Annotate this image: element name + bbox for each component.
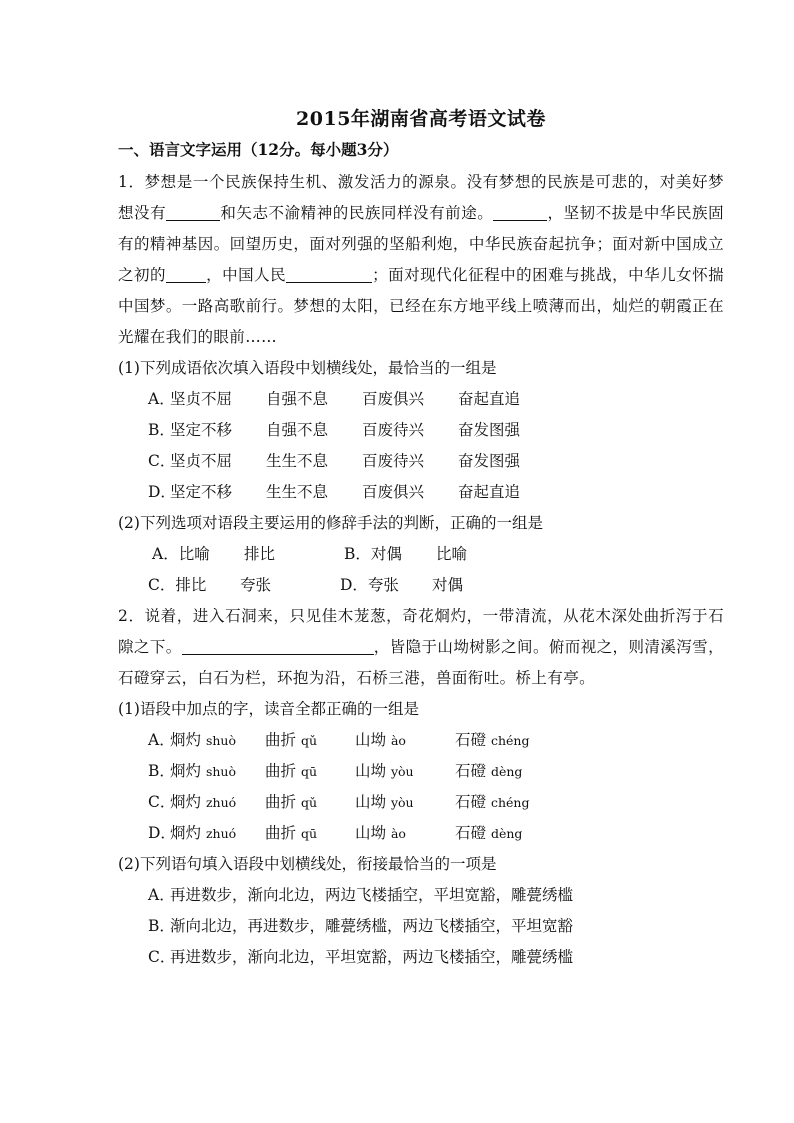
fill-blank-5 <box>182 636 374 655</box>
pinyin: chéng <box>490 733 530 748</box>
q1-sub2-stem: (2)下列选项对语段主要运用的修辞手法的判断，正确的一组是 <box>118 514 543 532</box>
pinyin: dèng <box>490 764 523 779</box>
q2-text-1: 2．说着，进入石洞来，只见佳木茏葱，奇花烱灼，一带清流，从花木深处曲折泻于石隙之下。 <box>118 607 724 656</box>
word: 曲折 <box>265 762 297 780</box>
pinyin: qǔ <box>300 795 318 810</box>
option-label: D． <box>148 824 176 842</box>
option-item: 对偶 <box>432 576 464 594</box>
option-label: C． <box>148 948 176 966</box>
word: 山坳 <box>355 731 387 749</box>
pinyin: shuò <box>205 764 236 779</box>
option-label: B． <box>148 917 175 935</box>
q1-sub2-row-2 <box>118 570 724 601</box>
option-label: D． <box>148 483 176 501</box>
fill-blank-3 <box>166 264 206 283</box>
pinyin: qū <box>300 764 318 779</box>
option-text: 再进数步，渐向北边，平坦宽豁，两边飞楼插空，雕甍绣槛 <box>170 948 574 966</box>
option-label: B． <box>148 421 175 439</box>
option-item: 生生不息 <box>266 483 329 501</box>
option-item: 自强不息 <box>266 421 329 439</box>
q2-sub2-stem: (2)下列语句填入语段中划横线处，衔接最恰当的一项是 <box>118 855 497 873</box>
word: 山坳 <box>355 793 387 811</box>
q1-text-5: ；面对现代化征程中的困难与挑战，中华儿女怀揣中国梦。一路高歌前行。梦想的太阳，已经在东方地平线上喷薄而出，灿烂的朝霞正在光耀在我们的眼前…… <box>118 266 724 346</box>
word: 烱灼 <box>170 793 202 811</box>
word: 石磴 <box>455 762 487 780</box>
q1-sub1-option-a <box>118 384 724 415</box>
pinyin: shuò <box>205 733 236 748</box>
fill-blank-1 <box>166 202 220 221</box>
page-title: 2015年湖南省高考语文试卷 <box>296 108 546 130</box>
option-label: A． <box>148 390 175 408</box>
q1-sub1-option-b <box>118 415 724 446</box>
option-label: C． <box>148 793 176 811</box>
option-text: 渐向北边，再进数步，雕甍绣槛，两边飞楼插空，平坦宽豁 <box>170 917 574 935</box>
word: 烱灼 <box>170 731 202 749</box>
word: 曲折 <box>265 793 297 811</box>
pinyin: qū <box>300 826 318 841</box>
q1-text-2: 和矢志不渝精神的民族同样没有前途。 <box>220 204 494 222</box>
q2-sub2-option-b <box>118 911 724 942</box>
option-item: 奋发图强 <box>458 421 521 439</box>
option-item: 坚定不移 <box>170 483 233 501</box>
pinyin: yòu <box>390 795 414 810</box>
q2-sub1-option-a <box>118 725 724 756</box>
q1-sub1-option-c <box>118 446 724 477</box>
option-label: C． <box>148 452 176 470</box>
q1-passage <box>118 167 724 353</box>
pinyin: chéng <box>490 795 530 810</box>
option-item: 百废俱兴 <box>362 483 425 501</box>
word: 石磴 <box>455 793 487 811</box>
q2-text-2: ，皆隐于山坳树影之间。俯而视之，则清溪泻雪，石磴穿云，白石为栏，环抱为沿，石桥三港，兽面衔吐。桥上有亭。 <box>118 638 724 687</box>
section-heading: 一、语言文字运用（12分。每小题3分） <box>118 140 399 159</box>
pinyin: zhuó <box>205 826 237 841</box>
pinyin: dèng <box>490 826 523 841</box>
q2-sub1-stem: (1)语段中加点的字，读音全都正确的一组是 <box>118 700 419 718</box>
option-item: 奋发图强 <box>458 452 521 470</box>
option-label: B． <box>148 762 175 780</box>
option-item: D．夸张 <box>340 576 399 594</box>
q2-sub1-option-b <box>118 756 724 787</box>
word: 石磴 <box>455 731 487 749</box>
pinyin: yòu <box>390 764 414 779</box>
option-item: 奋起直追 <box>458 483 521 501</box>
option-item: A．比喻 <box>152 545 210 563</box>
option-item: 百废待兴 <box>362 421 425 439</box>
option-item: 生生不息 <box>266 452 329 470</box>
q2-sub1-option-d <box>118 818 724 849</box>
word: 烱灼 <box>170 762 202 780</box>
pinyin: ào <box>390 733 406 748</box>
pinyin: ào <box>390 826 406 841</box>
q2-passage <box>118 601 724 694</box>
option-label: A． <box>148 731 175 749</box>
q1-sub1-stem: (1)下列成语依次填入语段中划横线处，最恰当的一组是 <box>118 359 497 377</box>
fill-blank-2 <box>493 202 547 221</box>
q2-sub1-option-c <box>118 787 724 818</box>
q1-text-3: ，坚韧不拔是中华民族固有的精神基因。回望历史，面对列强的坚船利炮，中华民族奋起抗争；面对新中国成立之初的 <box>118 204 725 284</box>
option-item: 坚贞不屈 <box>170 390 233 408</box>
word: 烱灼 <box>170 824 202 842</box>
option-item: 排比 <box>244 545 276 563</box>
option-text: 再进数步，渐向北边，两边飞楼插空，平坦宽豁，雕甍绣槛 <box>170 886 574 904</box>
option-item: 比喻 <box>436 545 468 563</box>
q1-sub1-option-d <box>118 477 724 508</box>
fill-blank-4 <box>286 264 372 283</box>
option-item: B．对偶 <box>344 545 402 563</box>
option-item: C．排比 <box>148 576 207 594</box>
option-item: 百废待兴 <box>362 452 425 470</box>
option-item: 夸张 <box>240 576 272 594</box>
q2-sub2-option-a <box>118 880 724 911</box>
option-item: 奋起直追 <box>458 390 521 408</box>
option-item: 坚定不移 <box>170 421 233 439</box>
q1-sub2-row-1 <box>118 539 724 570</box>
q2-sub2-option-c <box>118 942 724 973</box>
q1-text-1: 1．梦想是一个民族保持生机、激发活力的源泉。没有梦想的民族是可悲的，对美好梦想没有 <box>118 173 724 222</box>
word: 山坳 <box>355 824 387 842</box>
option-label: A． <box>148 886 175 904</box>
option-item: 百废俱兴 <box>362 390 425 408</box>
option-item: 自强不息 <box>266 390 329 408</box>
word: 石磴 <box>455 824 487 842</box>
q1-text-4: ，中国人民 <box>206 266 287 284</box>
pinyin: qǔ <box>300 733 318 748</box>
word: 曲折 <box>265 731 297 749</box>
pinyin: zhuó <box>205 795 237 810</box>
option-item: 坚贞不屈 <box>170 452 233 470</box>
word: 山坳 <box>355 762 387 780</box>
word: 曲折 <box>265 824 297 842</box>
